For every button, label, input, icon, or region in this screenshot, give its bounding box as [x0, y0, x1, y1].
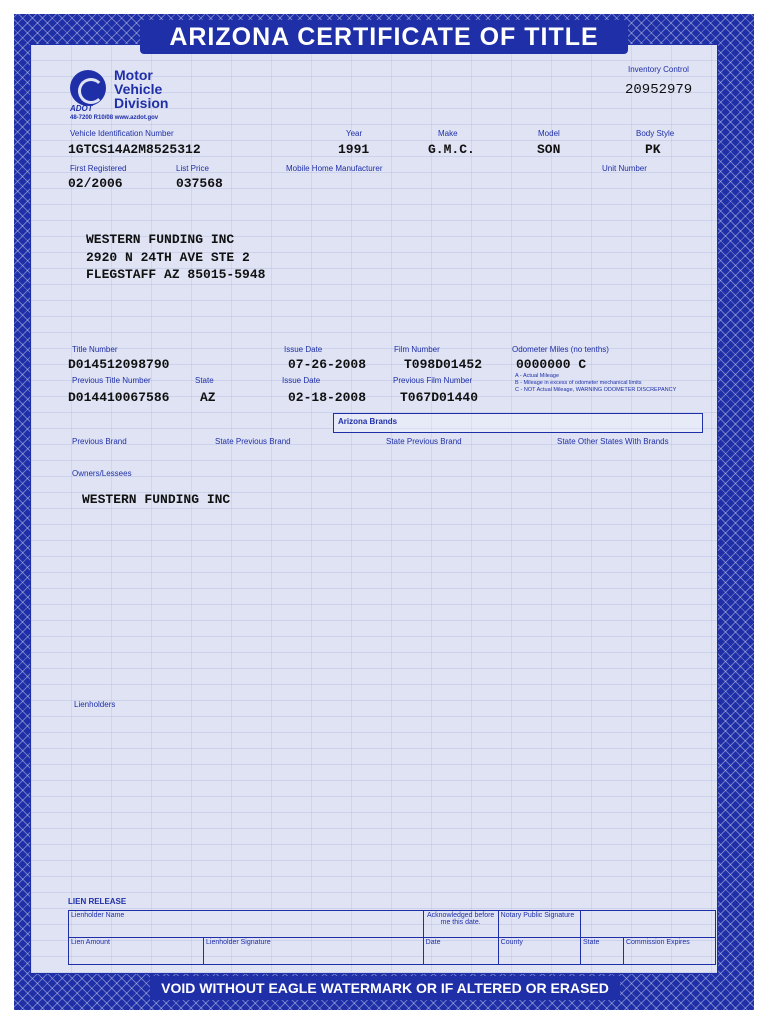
lienholders-label: Lienholders: [74, 700, 116, 709]
arizona-brands-label: Arizona Brands: [338, 417, 398, 426]
state-value: AZ: [200, 390, 216, 405]
owner-name: WESTERN FUNDING INC: [82, 492, 231, 507]
date-label: Date: [425, 939, 441, 946]
lien-release-title: LIEN RELEASE: [68, 897, 127, 906]
first-registered-value: 02/2006: [68, 176, 123, 191]
county-cell: [498, 938, 580, 965]
previous-issue-date-value: 02-18-2008: [288, 390, 367, 405]
address-line-1: WESTERN FUNDING INC: [86, 232, 235, 247]
make-label: Make: [438, 129, 458, 138]
address-line-2: 2920 N 24TH AVE STE 2: [86, 250, 250, 265]
title-number-value: D014512098790: [68, 357, 170, 372]
previous-title-value: D014410067586: [68, 390, 170, 405]
first-registered-label: First Registered: [70, 164, 127, 173]
certificate-paper: [30, 44, 718, 974]
odometer-note-a: A - Actual Mileage: [515, 373, 560, 379]
form-code: 48-7200 R10/08 www.azdot.gov: [70, 115, 159, 121]
acknowledged-label: Acknowledged before me this date.: [427, 912, 495, 926]
year-label: Year: [346, 129, 363, 138]
previous-issue-date-label: Issue Date: [282, 376, 321, 385]
owners-label: Owners/Lessees: [72, 469, 132, 478]
notary-blank-cell: [581, 911, 716, 938]
lienholder-name-label: Lienholder Name: [71, 912, 125, 919]
lienholder-signature-cell: [204, 938, 424, 965]
film-number-value: T098D01452: [404, 357, 483, 372]
commission-label: Commission Expires: [625, 939, 690, 946]
state-other-states-label: State Other States With Brands: [557, 437, 669, 446]
vin-value: 1GTCS14A2M8525312: [68, 142, 201, 157]
previous-title-label: Previous Title Number: [72, 376, 151, 385]
body-style-label: Body Style: [636, 129, 675, 138]
model-value: SON: [537, 142, 561, 157]
issue-date-value: 07-26-2008: [288, 357, 367, 372]
state-previous-brand-label-1: State Previous Brand: [215, 437, 291, 446]
odometer-value: 0000000 C: [516, 357, 587, 372]
commission-cell: [623, 938, 715, 965]
mobile-home-label: Mobile Home Manufacturer: [286, 164, 383, 173]
body-style-value: PK: [645, 142, 661, 157]
state-previous-brand-label-2: State Previous Brand: [386, 437, 462, 446]
inventory-number: 20952979: [625, 82, 693, 98]
previous-film-value: T067D01440: [400, 390, 479, 405]
previous-film-label: Previous Film Number: [393, 376, 473, 385]
adot-logo-icon: [70, 70, 106, 106]
void-warning-footer: VOID WITHOUT EAGLE WATERMARK OR IF ALTERED OR ERASED: [150, 976, 620, 1000]
odometer-note-c: C - NOT Actual Mileage, WARNING ODOMETER DISCREPANCY: [515, 387, 677, 393]
acknowledged-cell: [423, 911, 498, 938]
agency-line-3: Division: [114, 95, 169, 111]
agency-line-1: Motor: [114, 67, 153, 83]
odometer-note-b: B - Mileage in excess of odometer mechanical limits: [515, 380, 642, 386]
list-price-value: 037568: [176, 176, 223, 191]
state-label: State: [195, 376, 214, 385]
certificate-title: ARIZONA CERTIFICATE OF TITLE: [140, 20, 628, 54]
lien-state-label: State: [583, 939, 600, 946]
model-label: Model: [538, 129, 560, 138]
lienholder-name-cell: [69, 911, 424, 938]
odometer-label: Odometer Miles (no tenths): [512, 345, 609, 354]
arizona-brands-box: [333, 413, 703, 433]
date-cell: [423, 938, 498, 965]
lien-amount-cell: [69, 938, 204, 965]
film-number-label: Film Number: [394, 345, 440, 354]
title-number-label: Title Number: [72, 345, 118, 354]
lien-amount-label: Lien Amount: [71, 939, 110, 946]
lien-release-table: [68, 910, 716, 965]
agency-line-2: Vehicle: [114, 81, 163, 97]
county-label: County: [500, 939, 523, 946]
lienholder-signature-label: Lienholder Signature: [206, 939, 271, 946]
list-price-label: List Price: [176, 164, 209, 173]
inventory-label: Inventory Control: [628, 65, 689, 74]
unit-number-label: Unit Number: [602, 164, 647, 173]
issue-date-label: Issue Date: [284, 345, 323, 354]
agency-name: [114, 68, 214, 110]
year-value: 1991: [338, 142, 370, 157]
previous-brand-label-1: Previous Brand: [72, 437, 127, 446]
agency-abbrev: ADOT: [70, 104, 93, 113]
notary-cell: [498, 911, 580, 938]
state-cell: [581, 938, 624, 965]
vin-label: Vehicle Identification Number: [70, 129, 174, 138]
address-line-3: FLEGSTAFF AZ 85015-5948: [86, 267, 266, 282]
make-value: G.M.C.: [428, 142, 475, 157]
notary-label: Notary Public Signature: [500, 912, 575, 919]
